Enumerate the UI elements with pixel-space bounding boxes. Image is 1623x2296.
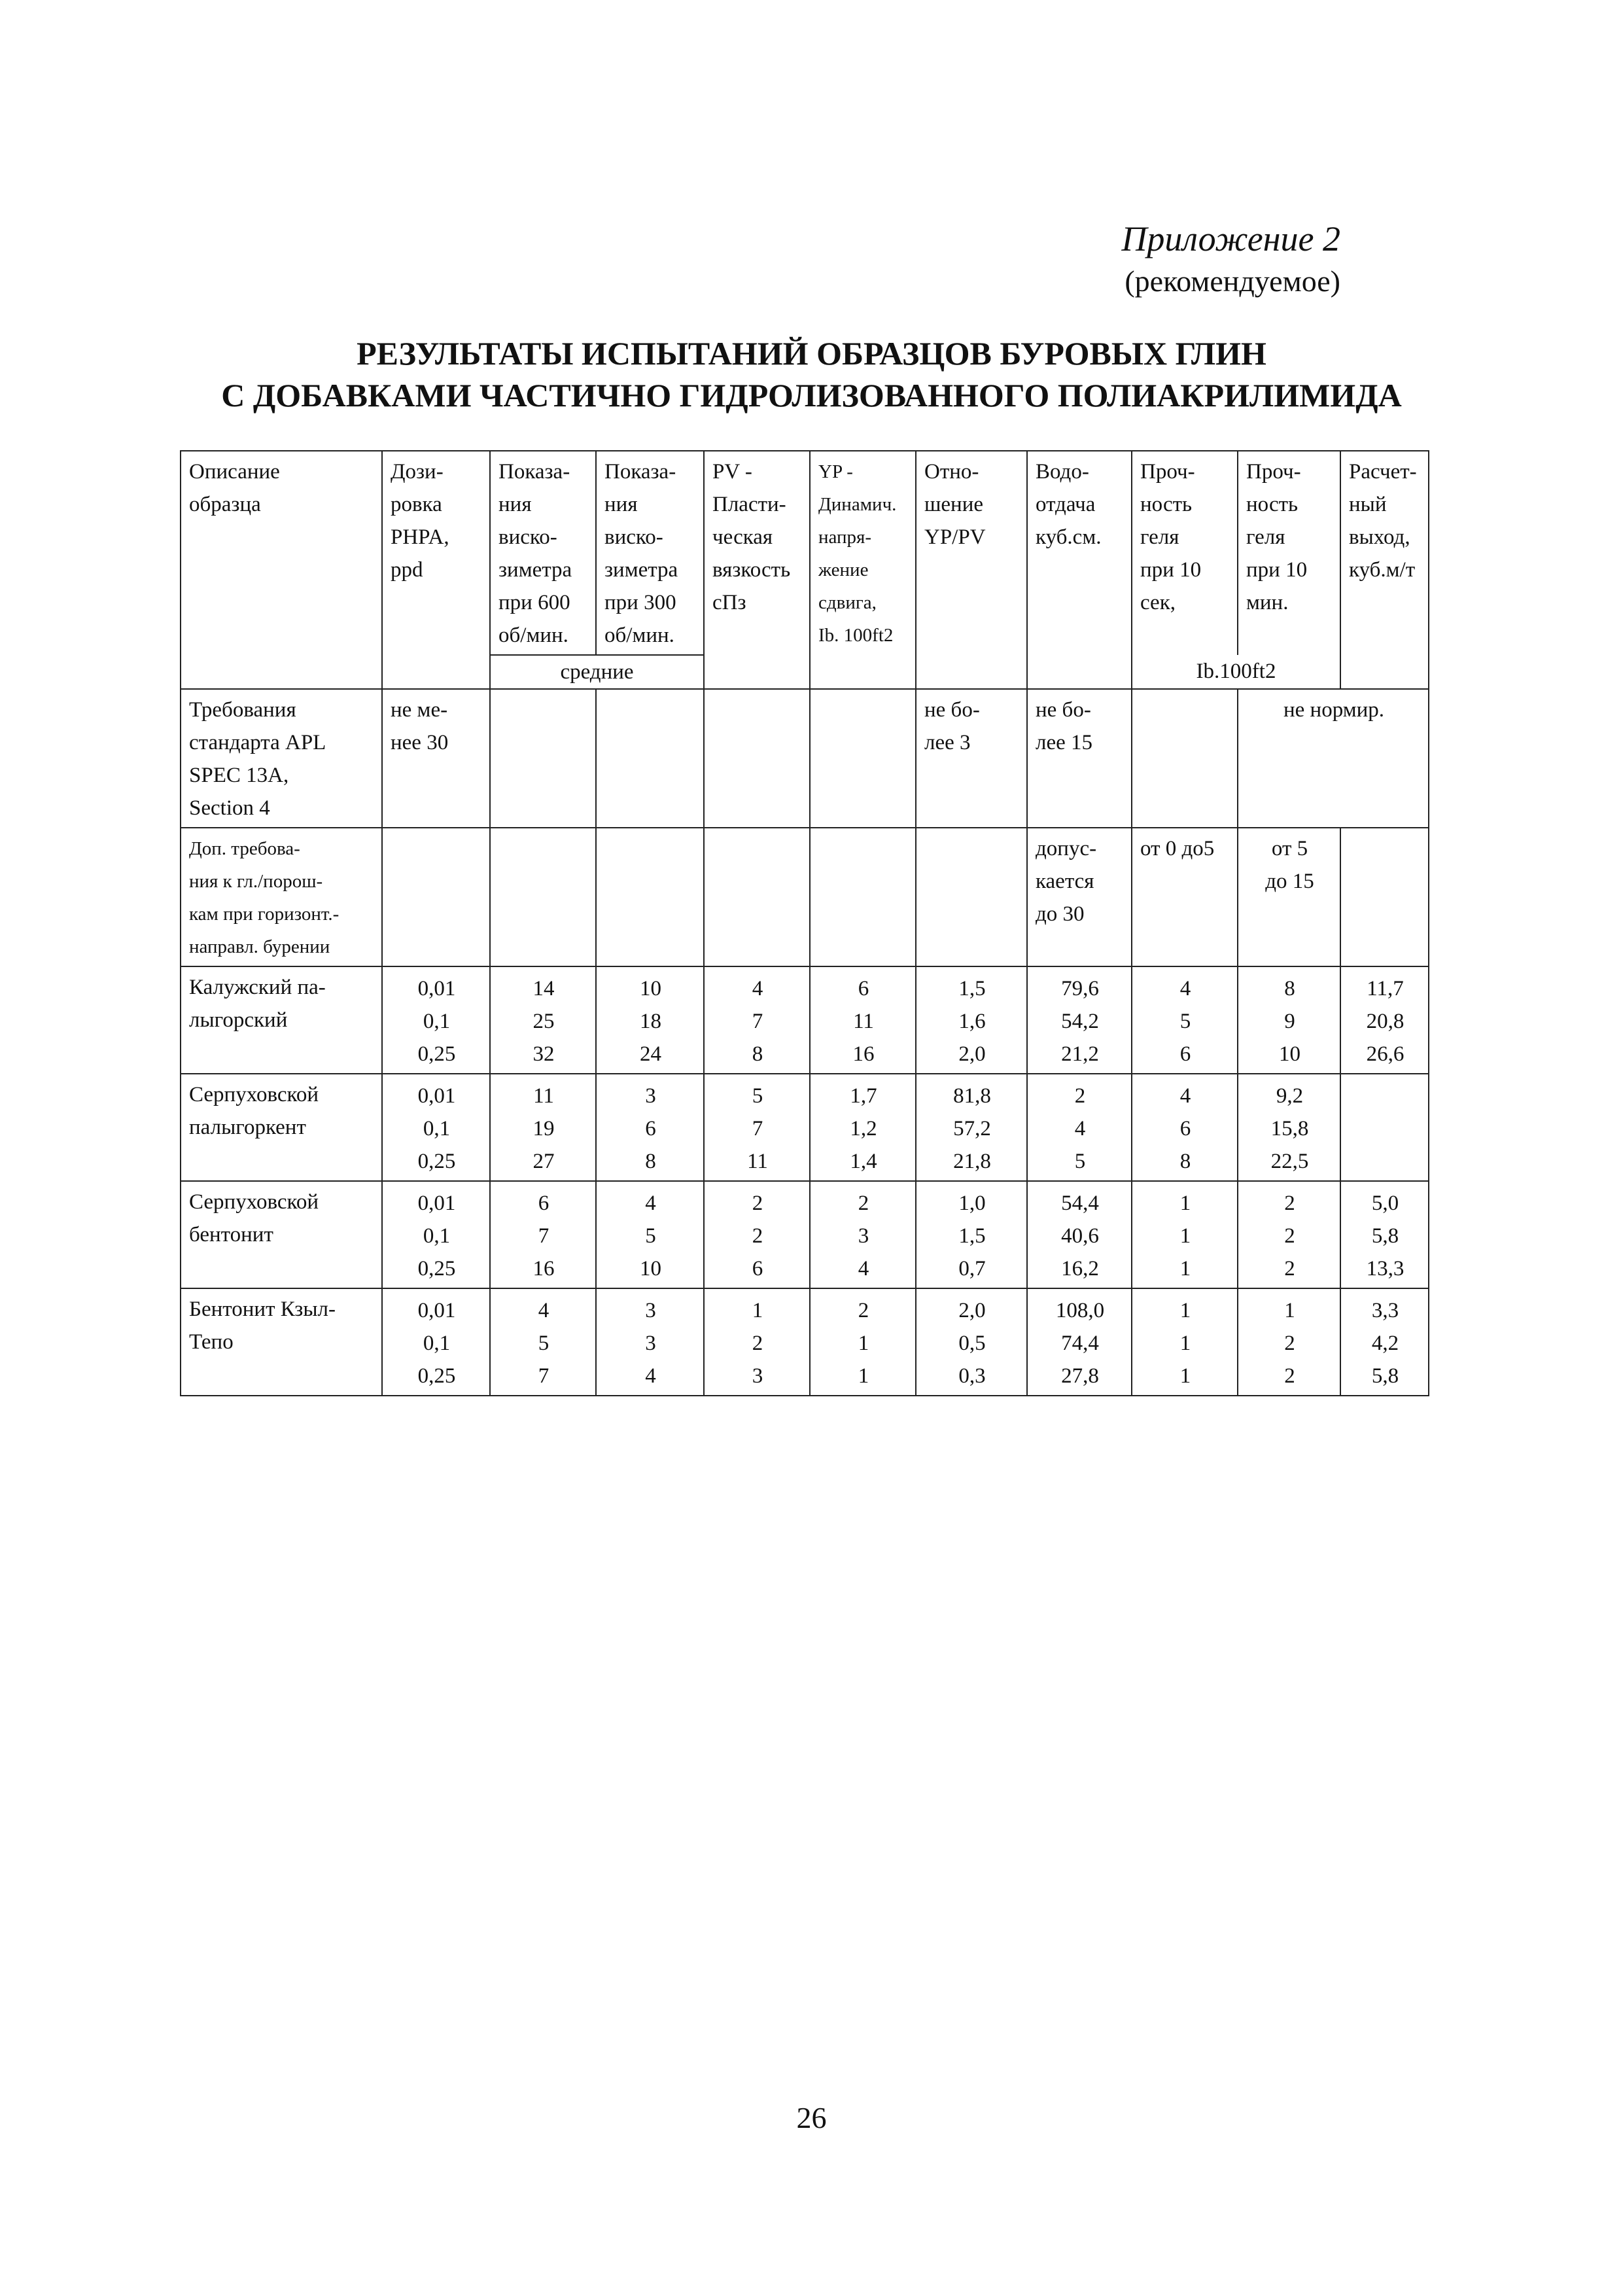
cell-line: при 300 (604, 591, 676, 614)
cell-line: 1 (1179, 1332, 1191, 1355)
sample-pv (704, 1288, 810, 1396)
cell-line: 21,8 (953, 1150, 991, 1173)
cell-line: 2 (1284, 1224, 1295, 1248)
cell-line: сПз (712, 591, 746, 614)
sample-r300 (596, 1181, 704, 1288)
cell-line: PHPA, (391, 525, 449, 549)
empty-cell (596, 689, 704, 828)
sample-yp (810, 966, 916, 1074)
header-common: средние (490, 655, 704, 689)
sample-yield (1340, 1074, 1429, 1181)
cell-line: 6 (645, 1117, 656, 1140)
cell-line: Проч- (1246, 460, 1301, 484)
cell-line: 1 (1179, 1299, 1191, 1322)
cell-line: Расчет- (1349, 460, 1417, 484)
cell-line: SPEC 13A, (189, 764, 289, 787)
cell-line: 2 (858, 1299, 869, 1322)
cell-line: 1 (1284, 1299, 1295, 1322)
cell-line: нее 30 (391, 731, 449, 754)
cell-line: 7 (538, 1224, 550, 1248)
header-r600 (490, 451, 596, 655)
cell-line: не бо- (1036, 698, 1091, 722)
cell-line: 1 (1179, 1364, 1191, 1388)
cell-line: куб.см. (1036, 525, 1102, 549)
cell-line: 22,5 (1270, 1150, 1309, 1173)
cell-line: 11 (747, 1150, 768, 1173)
cell-line: 74,4 (1061, 1332, 1099, 1355)
cell-line: 54,4 (1061, 1192, 1099, 1215)
table-row (181, 1288, 1429, 1396)
cell-line: Калужский па- (189, 976, 326, 999)
cell-line: при 10 (1246, 558, 1308, 582)
cell-line: вязкость (712, 558, 791, 582)
req-extra-water (1027, 828, 1132, 966)
cell-line: ния (498, 493, 532, 516)
header-ratio (916, 451, 1027, 689)
cell-line: 26,6 (1366, 1042, 1405, 1066)
cell-line: 2 (1074, 1084, 1086, 1108)
req-api-water (1027, 689, 1132, 828)
sample-yield (1340, 1288, 1429, 1396)
empty-cell (704, 828, 810, 966)
cell-line: выход, (1349, 525, 1410, 549)
sample-r300 (596, 1074, 704, 1181)
cell-line: Тепо (189, 1330, 234, 1354)
sample-yield (1340, 1181, 1429, 1288)
cell-line: 1 (752, 1299, 763, 1322)
cell-line: 2 (858, 1192, 869, 1215)
req-extra-gel-10s: от 0 до5 (1132, 828, 1238, 966)
cell-line: 3,3 (1371, 1299, 1399, 1322)
cell-line: 0,01 (417, 977, 456, 1000)
cell-line: 2 (1284, 1332, 1295, 1355)
header-sample (181, 451, 382, 689)
sample-r600 (490, 1288, 596, 1396)
cell-line: 11,7 (1367, 977, 1404, 1000)
cell-line: при 600 (498, 591, 570, 614)
empty-cell (596, 828, 704, 966)
cell-line: 1,7 (850, 1084, 877, 1108)
cell-line: 5,8 (1371, 1224, 1399, 1248)
appendix-subtitle: (рекомендуемое) (1125, 264, 1340, 298)
cell-line: 27 (532, 1150, 555, 1173)
cell-line: не ме- (391, 698, 448, 722)
empty-cell (1340, 828, 1429, 966)
cell-line: 1,5 (958, 1224, 986, 1248)
cell-line: 5,0 (1371, 1192, 1399, 1215)
cell-line: Дози- (391, 460, 444, 484)
sample-yp (810, 1288, 916, 1396)
cell-line: 1 (1179, 1224, 1191, 1248)
sample-ratio (916, 966, 1027, 1074)
empty-cell (916, 828, 1027, 966)
cell-line: 4,2 (1371, 1332, 1399, 1355)
requirements-api-row (181, 689, 1429, 828)
req-api-label (181, 689, 382, 828)
sample-yp (810, 1074, 916, 1181)
cell-line: жение (818, 559, 869, 580)
cell-line: 5 (1074, 1150, 1086, 1173)
sample-water (1027, 1288, 1132, 1396)
cell-line: зиметра (498, 558, 572, 582)
cell-line: 5 (1179, 1010, 1191, 1033)
cell-line: направл. бурении (189, 936, 330, 957)
cell-line: 0,1 (423, 1332, 451, 1355)
cell-line: 1,6 (958, 1010, 986, 1033)
appendix-title: Приложение 2 (1121, 219, 1340, 258)
cell-line: ческая (712, 525, 773, 549)
header-water (1027, 451, 1132, 689)
sample-gel10m (1238, 1074, 1340, 1181)
cell-line: 79,6 (1061, 977, 1099, 1000)
cell-line: 16 (532, 1257, 555, 1280)
cell-line: 9 (1284, 1010, 1295, 1033)
sample-yield (1340, 966, 1429, 1074)
cell-line: виско- (498, 525, 557, 549)
cell-line: ность (1140, 493, 1193, 516)
cell-line: палыгоркент (189, 1116, 306, 1139)
sample-name (181, 1181, 382, 1288)
cell-line: 27,8 (1061, 1364, 1099, 1388)
heading-line-2: С ДОБАВКАМИ ЧАСТИЧНО ГИДРОЛИЗОВАННОГО ПОЛИАКРИЛИМИДА (221, 377, 1402, 414)
cell-line: Описание (189, 460, 280, 484)
cell-line: 2 (1284, 1364, 1295, 1388)
empty-cell (382, 828, 490, 966)
cell-line: сек, (1140, 591, 1176, 614)
sample-pv (704, 966, 810, 1074)
empty-cell (490, 828, 596, 966)
sample-name (181, 1288, 382, 1396)
cell-line: 1 (858, 1364, 869, 1388)
cell-line: 0,3 (958, 1364, 986, 1388)
cell-line: отдача (1036, 493, 1096, 516)
cell-line: 11 (853, 1010, 874, 1033)
cell-line: 6 (538, 1192, 550, 1215)
heading-line-1: РЕЗУЛЬТАТЫ ИСПЫТАНИЙ ОБРАЗЦОВ БУРОВЫХ ГЛИН (357, 335, 1266, 372)
cell-line: при 10 (1140, 558, 1202, 582)
table-row (181, 966, 1429, 1074)
page-number: 26 (796, 2101, 827, 2134)
cell-line: 81,8 (953, 1084, 991, 1108)
cell-line: 10 (640, 977, 661, 1000)
cell-line: стандарта APL (189, 731, 326, 754)
cell-line: 4 (645, 1364, 656, 1388)
cell-line: 0,25 (417, 1364, 456, 1388)
cell-line: ровка (391, 493, 442, 516)
cell-line: 8 (752, 1042, 763, 1066)
cell-line: 0,7 (958, 1257, 986, 1280)
cell-line: 16 (852, 1042, 875, 1066)
sample-gel10s (1132, 966, 1238, 1074)
sample-gel10s (1132, 1074, 1238, 1181)
sample-water (1027, 1074, 1132, 1181)
cell-line: Водо- (1036, 460, 1089, 484)
sample-r300 (596, 966, 704, 1074)
sample-water (1027, 1181, 1132, 1288)
req-api-not-normed: не нормир. (1238, 689, 1429, 828)
sample-ratio (916, 1288, 1027, 1396)
req-extra-label (181, 828, 382, 966)
cell-line: 20,8 (1366, 1010, 1405, 1033)
cell-line: лее 3 (924, 731, 971, 754)
cell-line: ность (1246, 493, 1299, 516)
cell-line: 108,0 (1055, 1299, 1105, 1322)
table-row (181, 1074, 1429, 1181)
cell-line: лее 15 (1036, 731, 1093, 754)
cell-line: 4 (858, 1257, 869, 1280)
sample-gel10m (1238, 966, 1340, 1074)
cell-line: 0,25 (417, 1257, 456, 1280)
cell-line: 0,1 (423, 1010, 451, 1033)
cell-line: образца (189, 493, 261, 516)
cell-line: шение (924, 493, 984, 516)
cell-line: 15,8 (1270, 1117, 1309, 1140)
cell-line: 2,0 (958, 1042, 986, 1066)
cell-line: 0,1 (423, 1117, 451, 1140)
cell-line: 1,2 (850, 1117, 877, 1140)
cell-line: 2 (752, 1332, 763, 1355)
cell-line: 0,25 (417, 1042, 456, 1066)
cell-line: сдвига, (818, 592, 877, 613)
cell-line: 54,2 (1061, 1010, 1099, 1033)
cell-line: 4 (1074, 1117, 1086, 1140)
cell-line: кам при горизонт.- (189, 904, 340, 925)
cell-line: 24 (640, 1042, 661, 1066)
empty-cell (704, 689, 810, 828)
sample-r600 (490, 1074, 596, 1181)
cell-line: зиметра (604, 558, 678, 582)
sample-pv (704, 1074, 810, 1181)
cell-line: 7 (538, 1364, 550, 1388)
cell-line: 4 (538, 1299, 550, 1322)
sample-ratio (916, 1074, 1027, 1181)
cell-line: 3 (645, 1084, 656, 1108)
header-gel-10m (1238, 451, 1340, 655)
cell-line: 5 (752, 1084, 763, 1108)
cell-line: 10 (1279, 1042, 1300, 1066)
cell-line: 5 (538, 1332, 550, 1355)
cell-line: 7 (752, 1117, 763, 1140)
results-table (180, 450, 1429, 1396)
cell-line: напря- (818, 527, 872, 548)
cell-line: 0,01 (417, 1084, 456, 1108)
cell-line: до 30 (1036, 902, 1085, 926)
sample-gel10s (1132, 1288, 1238, 1396)
cell-line: Пласти- (712, 493, 786, 516)
empty-cell (810, 689, 916, 828)
cell-line: 14 (532, 977, 555, 1000)
header-gel-units: Ib.100ft2 (1132, 655, 1340, 689)
header-row (181, 451, 1429, 655)
cell-line: YP - (818, 461, 853, 482)
cell-line: виско- (604, 525, 663, 549)
cell-line: Показа- (604, 460, 676, 484)
sample-r600 (490, 1181, 596, 1288)
cell-line: Бентонит Кзыл- (189, 1298, 336, 1321)
cell-line: Динамич. (818, 494, 897, 515)
cell-line: допус- (1036, 837, 1097, 860)
cell-line: 40,6 (1061, 1224, 1099, 1248)
cell-line: 11 (533, 1084, 554, 1108)
empty-cell (490, 689, 596, 828)
header-yp (810, 451, 916, 689)
sample-dose (382, 1288, 490, 1396)
cell-line: 0,01 (417, 1192, 456, 1215)
cell-line: 7 (752, 1010, 763, 1033)
cell-line: 6 (752, 1257, 763, 1280)
sample-dose (382, 1181, 490, 1288)
cell-line: 21,2 (1061, 1042, 1099, 1066)
sample-pv (704, 1181, 810, 1288)
cell-line: 0,5 (958, 1332, 986, 1355)
cell-line: ния (604, 493, 638, 516)
cell-line: мин. (1246, 591, 1289, 614)
req-api-ratio (916, 689, 1027, 828)
sample-water (1027, 966, 1132, 1074)
cell-line: ppd (391, 558, 423, 582)
cell-line: 0,1 (423, 1224, 451, 1248)
cell-line: 2 (752, 1224, 763, 1248)
document-heading (0, 332, 1623, 416)
req-api-dose (382, 689, 490, 828)
cell-line: 6 (1179, 1117, 1191, 1140)
cell-line: от 5 (1271, 837, 1308, 860)
cell-line: 1,4 (850, 1150, 877, 1173)
cell-line: 25 (532, 1010, 555, 1033)
cell-line: 32 (532, 1042, 555, 1066)
cell-line: YP/PV (924, 525, 986, 549)
cell-line: 2 (752, 1192, 763, 1215)
header-dose (382, 451, 490, 689)
cell-line: PV - (712, 460, 752, 484)
header-r300 (596, 451, 704, 655)
cell-line: ный (1349, 493, 1387, 516)
cell-line: бентонит (189, 1223, 273, 1246)
cell-line: кается (1036, 870, 1094, 893)
cell-line: 16,2 (1061, 1257, 1099, 1280)
cell-line: 13,3 (1366, 1257, 1405, 1280)
cell-line: куб.м/т (1349, 558, 1416, 582)
cell-line: Отно- (924, 460, 979, 484)
cell-line: Проч- (1140, 460, 1195, 484)
cell-line: 1 (1179, 1257, 1191, 1280)
header-gel-10s (1132, 451, 1238, 655)
cell-line: 3 (752, 1364, 763, 1388)
cell-line: 4 (1179, 977, 1191, 1000)
cell-line: Ib. 100ft2 (818, 625, 894, 646)
cell-line: 0,25 (417, 1150, 456, 1173)
cell-line: 8 (645, 1150, 656, 1173)
cell-line: 6 (1179, 1042, 1191, 1066)
sample-gel10s (1132, 1181, 1238, 1288)
cell-line: 2 (1284, 1192, 1295, 1215)
cell-line: 57,2 (953, 1117, 991, 1140)
header-yield (1340, 451, 1429, 689)
cell-line: об/мин. (498, 624, 568, 647)
header-pv (704, 451, 810, 689)
cell-line: 1 (858, 1332, 869, 1355)
cell-line: геля (1246, 525, 1285, 549)
cell-line: 10 (640, 1257, 661, 1280)
cell-line: Section 4 (189, 796, 270, 820)
cell-line: 6 (858, 977, 869, 1000)
sample-gel10m (1238, 1288, 1340, 1396)
cell-line: Серпуховской (189, 1083, 319, 1106)
cell-line: 5,8 (1371, 1364, 1399, 1388)
cell-line: 4 (1179, 1084, 1191, 1108)
cell-line: ния к гл./порош- (189, 871, 323, 892)
sample-yp (810, 1181, 916, 1288)
sample-dose (382, 1074, 490, 1181)
cell-line: 1,0 (958, 1192, 986, 1215)
cell-line: 1 (1179, 1192, 1191, 1215)
cell-line: 9,2 (1276, 1084, 1304, 1108)
cell-line: 8 (1179, 1150, 1191, 1173)
cell-line: лыгорский (189, 1008, 288, 1032)
cell-line: 3 (645, 1299, 656, 1322)
cell-line: 4 (752, 977, 763, 1000)
cell-line: 2 (1284, 1257, 1295, 1280)
cell-line: геля (1140, 525, 1179, 549)
cell-line: 4 (645, 1192, 656, 1215)
cell-line: об/мин. (604, 624, 674, 647)
appendix-label (1121, 216, 1340, 301)
cell-line: Показа- (498, 460, 570, 484)
cell-line: 3 (645, 1332, 656, 1355)
cell-line: Доп. требова- (189, 838, 300, 859)
cell-line: не бо- (924, 698, 980, 722)
cell-line: 18 (640, 1010, 661, 1033)
sample-gel10m (1238, 1181, 1340, 1288)
empty-cell (1132, 689, 1238, 828)
cell-line: 0,01 (417, 1299, 456, 1322)
cell-line: 2,0 (958, 1299, 986, 1322)
cell-line: до 15 (1265, 870, 1314, 893)
empty-cell (810, 828, 916, 966)
cell-line: Серпуховской (189, 1190, 319, 1214)
sample-name (181, 1074, 382, 1181)
sample-ratio (916, 1181, 1027, 1288)
cell-line: 5 (645, 1224, 656, 1248)
cell-line: 19 (532, 1117, 555, 1140)
cell-line: Требования (189, 698, 296, 722)
req-extra-gel-10m (1238, 828, 1340, 966)
cell-line: 8 (1284, 977, 1295, 1000)
cell-line: 1,5 (958, 977, 986, 1000)
table-row (181, 1181, 1429, 1288)
requirements-extra-row (181, 828, 1429, 966)
sample-name (181, 966, 382, 1074)
sample-dose (382, 966, 490, 1074)
cell-line: 3 (858, 1224, 869, 1248)
sample-r600 (490, 966, 596, 1074)
sample-r300 (596, 1288, 704, 1396)
